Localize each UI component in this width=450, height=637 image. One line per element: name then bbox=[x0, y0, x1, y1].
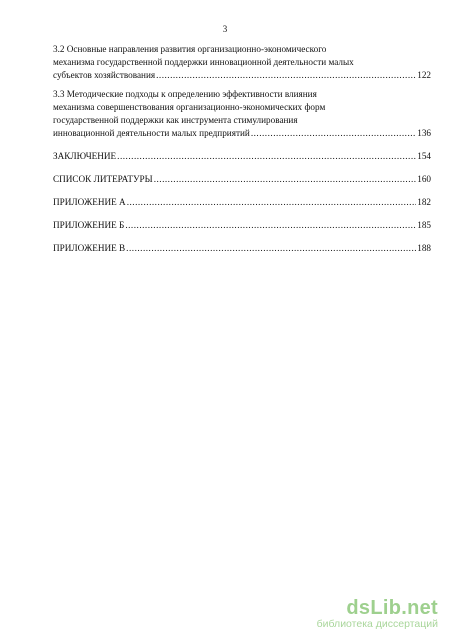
page-number: 3 bbox=[222, 24, 228, 34]
toc-page-number: 188 bbox=[417, 243, 431, 253]
toc-page-number: 182 bbox=[417, 197, 431, 207]
toc-page-number: 185 bbox=[417, 220, 431, 230]
dot-leader bbox=[126, 242, 416, 255]
toc-entry-last-line bbox=[53, 219, 431, 232]
toc-entry-appendix-a bbox=[53, 196, 431, 209]
toc-entry-text: СПИСОК ЛИТЕРАТУРЫ bbox=[53, 174, 153, 184]
toc-entry-appendix-b bbox=[53, 219, 431, 232]
toc-entry-text: ПРИЛОЖЕНИЕ В bbox=[53, 243, 126, 253]
toc-entry-appendix-v bbox=[53, 242, 431, 255]
toc-page-number: 160 bbox=[417, 174, 431, 184]
toc-page-number: 122 bbox=[417, 70, 431, 80]
toc-entry-conclusion bbox=[53, 150, 431, 163]
toc-page-number: 154 bbox=[417, 151, 431, 161]
dot-leader bbox=[156, 69, 416, 82]
table-of-contents bbox=[53, 43, 431, 255]
toc-entry-text: субъектов хозяйствования bbox=[53, 70, 156, 80]
toc-entry-text: ЗАКЛЮЧЕНИЕ bbox=[53, 151, 117, 161]
watermark bbox=[317, 598, 438, 631]
toc-entry-text-line: механизма государственной поддержки инновационной деятельности малых bbox=[53, 57, 354, 67]
toc-entry-text: ПРИЛОЖЕНИЕ Б bbox=[53, 220, 125, 230]
watermark-subtitle: библиотека диссертаций bbox=[316, 618, 438, 630]
toc-entry-last-line bbox=[53, 173, 431, 186]
dot-leader bbox=[251, 127, 416, 140]
toc-entry-last-line bbox=[53, 196, 431, 209]
toc-entry-3-2 bbox=[53, 43, 431, 82]
toc-entry-text: ПРИЛОЖЕНИЕ А bbox=[53, 197, 126, 207]
dot-leader bbox=[127, 196, 417, 209]
toc-entry-text-line: механизма совершенствования организационно-экономических форм bbox=[53, 102, 326, 112]
toc-page-number: 136 bbox=[417, 128, 431, 138]
toc-entry-last-line bbox=[53, 127, 431, 140]
toc-entry-text: инновационной деятельности малых предприятий bbox=[53, 128, 250, 138]
toc-entry-text-line: 3.2 Основные направления развития организационно-экономического bbox=[53, 44, 327, 54]
toc-entry-last-line bbox=[53, 242, 431, 255]
toc-entry-text-line: 3.3 Методические подходы к определению эффективности влияния bbox=[53, 89, 317, 99]
dot-leader bbox=[125, 219, 416, 232]
toc-entry-last-line bbox=[53, 150, 431, 163]
toc-entry-3-3 bbox=[53, 88, 431, 140]
toc-entry-references bbox=[53, 173, 431, 186]
toc-entry-text-line: государственной поддержки как инструмента стимулирования bbox=[53, 115, 298, 125]
watermark-logo: dsLib.net bbox=[346, 597, 438, 619]
dot-leader bbox=[154, 173, 417, 186]
toc-entry-last-line bbox=[53, 69, 431, 82]
dot-leader bbox=[117, 150, 416, 163]
